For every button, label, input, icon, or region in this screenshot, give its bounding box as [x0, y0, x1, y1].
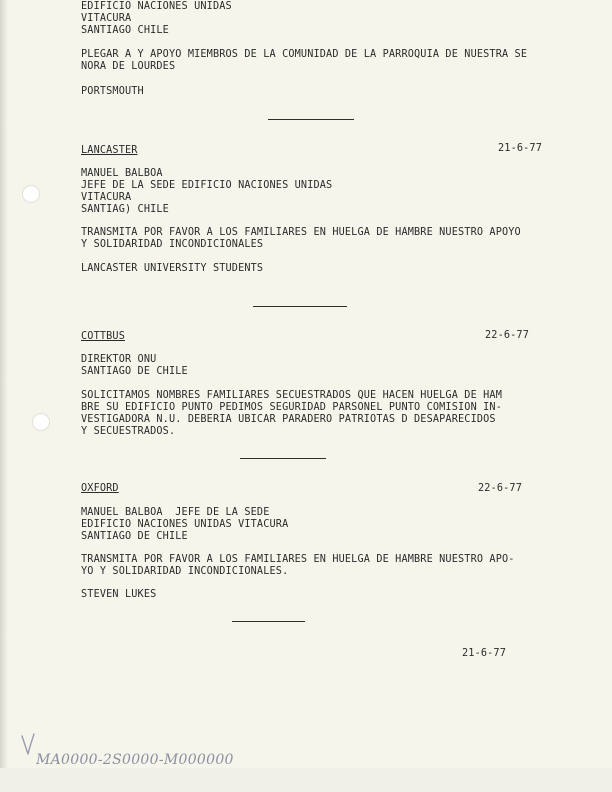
handwritten-check-mark	[18, 732, 38, 758]
section-signature: STEVEN LUKES	[81, 589, 157, 600]
section-message-line: VESTIGADORA N.U. DEBERIA UBICAR PARADERO PATRIOTAS D DESAPARECIDOS	[81, 414, 496, 425]
top-addr-line: EDIFICIO NACIONES UNIDAS	[81, 1, 232, 12]
section-date-oxford: 22-6-77	[478, 483, 522, 494]
section-message-line: SOLICITAMOS NOMBRES FAMILIARES SECUESTRADOS QUE HACEN HUELGA DE HAM	[81, 390, 502, 401]
section-message-line: Y SECUESTRADOS.	[81, 426, 176, 437]
section-addr-line: DIREKTOR ONU	[81, 354, 157, 365]
separator-rule	[232, 621, 305, 622]
section-addr-line: SANTIAG) CHILE	[81, 204, 169, 215]
section-message-line: Y SOLIDARIDAD INCONDICIONALES	[81, 239, 264, 250]
section-message-line: TRANSMITA POR FAVOR A LOS FAMILIARES EN HUELGA DE HAMBRE NUESTRO APOYO	[81, 227, 521, 238]
top-message-line: NORA DE LOURDES	[81, 61, 176, 72]
section-signature: LANCASTER UNIVERSITY STUDENTS	[81, 263, 264, 274]
punch-hole-upper	[22, 185, 40, 203]
page-bottom-band	[0, 768, 612, 792]
section-place-cottbus: COTTBUS	[81, 331, 125, 342]
section-message-line: BRE SU EDIFICIO PUNTO PEDIMOS SEGURIDAD PARSONEL PUNTO COMISION IN-	[81, 402, 502, 413]
section-addr-line: JEFE DE LA SEDE EDIFICIO NACIONES UNIDAS	[81, 180, 333, 191]
top-addr-line: VITACURA	[81, 13, 132, 24]
trailing-date: 21-6-77	[462, 648, 506, 659]
top-message-line: PLEGAR A Y APOYO MIEMBROS DE LA COMUNIDAD DE LA PARROQUIA DE NUESTRA SE	[81, 49, 528, 60]
section-addr-line: VITACURA	[81, 192, 132, 203]
section-addr-line: SANTIAGO DE CHILE	[81, 531, 188, 542]
section-addr-line: SANTIAGO DE CHILE	[81, 366, 188, 377]
separator-rule	[268, 119, 354, 120]
page-edge-shadow	[0, 0, 8, 792]
section-date-lancaster: 21-6-77	[498, 143, 542, 154]
top-addr-line: SANTIAGO CHILE	[81, 25, 169, 36]
section-message-line: TRANSMITA POR FAVOR A LOS FAMILIARES EN HUELGA DE HAMBRE NUESTRO APO-	[81, 554, 515, 565]
section-addr-line: EDIFICIO NACIONES UNIDAS VITACURA	[81, 519, 289, 530]
section-message-line: YO Y SOLIDARIDAD INCONDICIONALES.	[81, 566, 289, 577]
section-place-lancaster: LANCASTER	[81, 145, 138, 156]
punch-hole-lower	[32, 413, 50, 431]
top-signature: PORTSMOUTH	[81, 86, 144, 97]
section-date-cottbus: 22-6-77	[485, 330, 529, 341]
section-place-oxford: OXFORD	[81, 483, 119, 494]
handwritten-archive-note: MA0000-2S0000-M000000	[36, 752, 234, 768]
section-addr-line: MANUEL BALBOA	[81, 168, 163, 179]
separator-rule	[240, 458, 326, 459]
section-addr-line: MANUEL BALBOA JEFE DE LA SEDE	[81, 507, 270, 518]
separator-rule	[253, 306, 347, 307]
